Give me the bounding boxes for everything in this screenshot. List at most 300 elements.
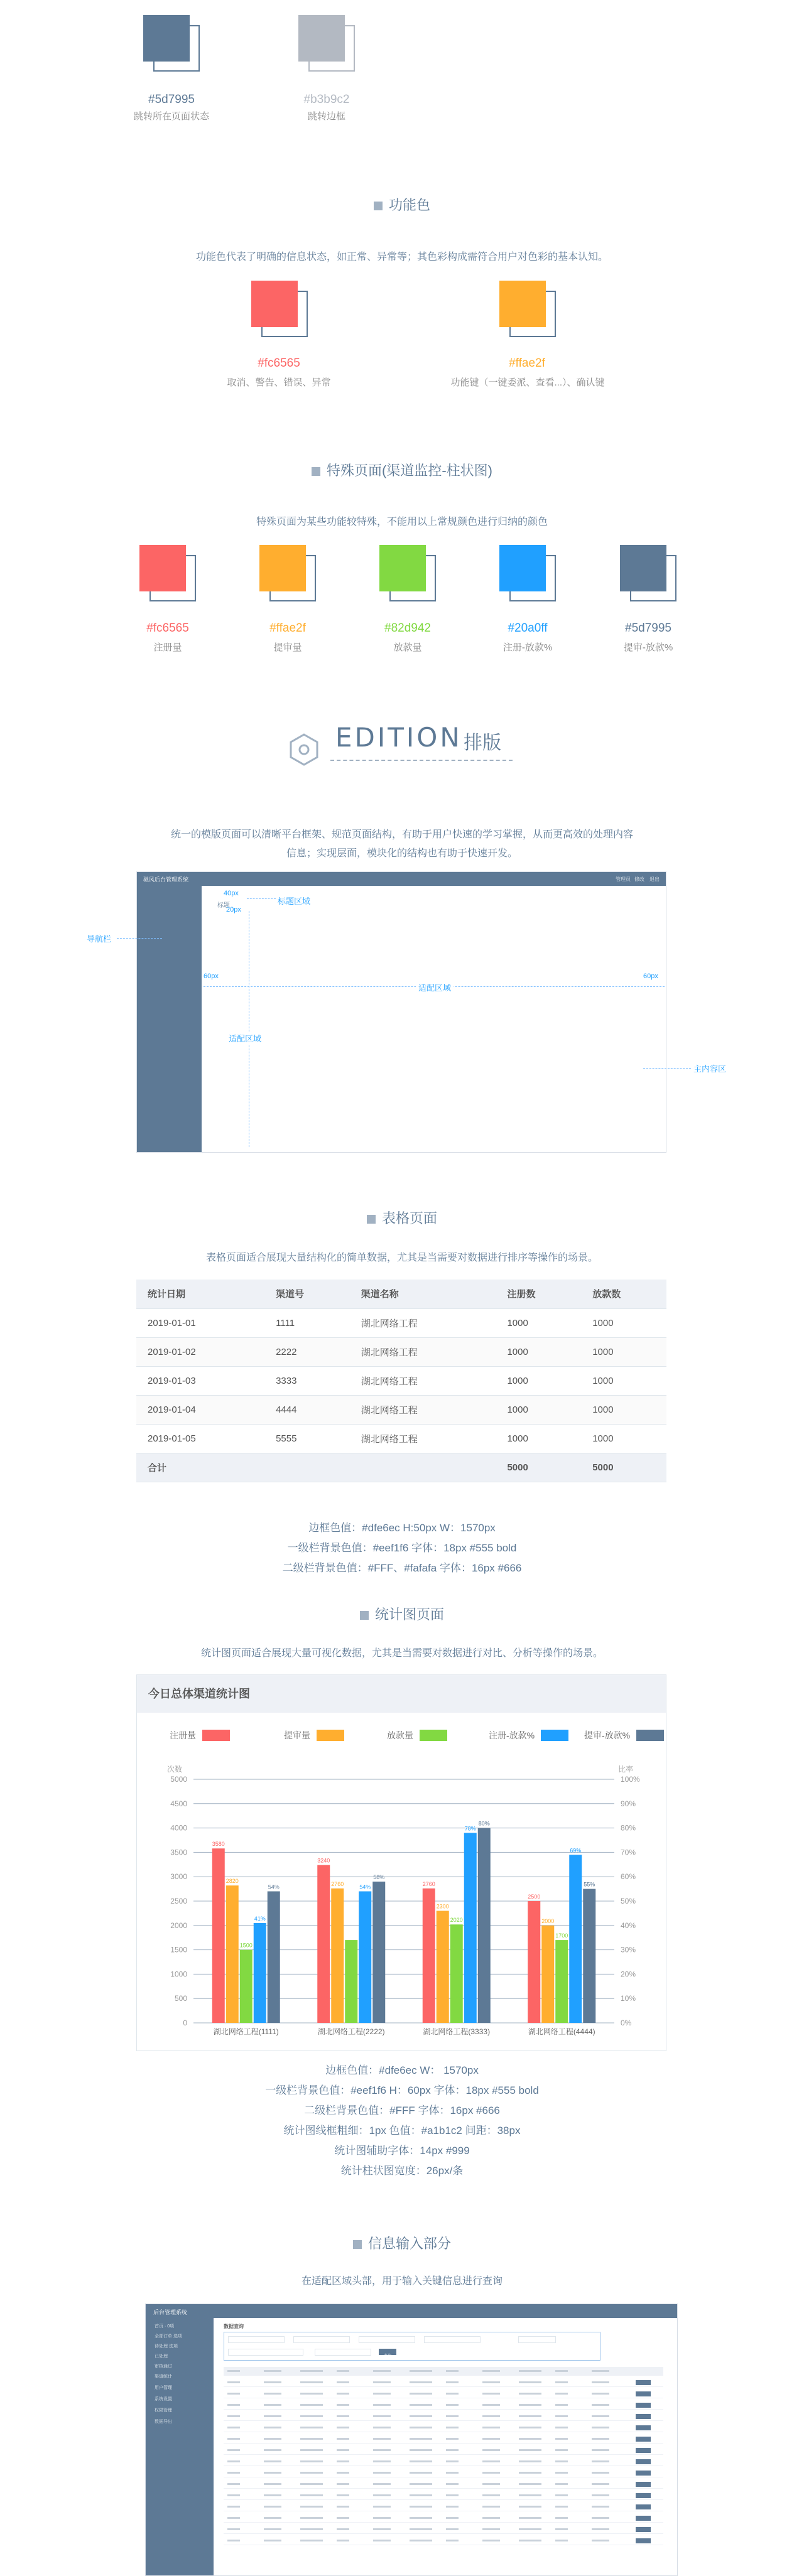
table-cell: 4444 <box>264 1395 350 1424</box>
table-cell: 1000 <box>496 1308 581 1337</box>
table-cell-placeholder <box>555 2438 568 2440</box>
table-cell-placeholder <box>446 2381 459 2383</box>
color-swatch <box>139 545 196 601</box>
table-cell-placeholder <box>519 2460 541 2462</box>
row-action-button[interactable] <box>636 2482 651 2487</box>
layout-topbar <box>137 872 666 886</box>
table-cell-placeholder <box>555 2483 568 2485</box>
table-cell-placeholder <box>337 2415 349 2417</box>
mini-input[interactable] <box>518 2336 556 2343</box>
section-desc: 表格页面适合展现大量结构化的简单数据，尤其是当需要对数据进行排序等操作的场景。 <box>205 1253 598 1263</box>
table-cell-placeholder <box>555 2528 568 2530</box>
table-cell-placeholder <box>519 2393 541 2395</box>
table-cell-placeholder <box>227 2506 240 2508</box>
row-action-button[interactable] <box>636 2425 651 2430</box>
swatch-desc: 功能键（一键委派、查看...）、确认键 <box>450 377 605 388</box>
table-cell-placeholder <box>410 2415 432 2417</box>
layout-adapt-area-vertical: 适配区域 <box>229 1032 261 1044</box>
table-cell-placeholder <box>410 2540 432 2541</box>
y2-tick-label: 50% <box>621 1897 636 1905</box>
table-cell-placeholder <box>555 2460 568 2462</box>
y-tick-label: 1500 <box>170 1945 187 1954</box>
table-cell: 2019-01-02 <box>136 1337 264 1366</box>
column-header[interactable]: 注册数 <box>496 1280 581 1308</box>
table-cell-placeholder <box>519 2415 541 2417</box>
x-tick-label: 湖北网络工程(2222) <box>317 2027 385 2036</box>
y2-tick-label: 90% <box>621 1799 636 1808</box>
section-title-special: 特殊页面(渠道监控-柱状图) <box>0 460 804 480</box>
data-label: 80% <box>478 1820 490 1827</box>
table-cell-placeholder <box>373 2494 391 2496</box>
table-cell-placeholder <box>373 2460 391 2462</box>
table-cell-placeholder <box>482 2506 500 2508</box>
table-cell-placeholder <box>300 2393 323 2395</box>
swatch-hex: #ffae2f <box>269 622 306 635</box>
edition-desc-1: 统一的模版页面可以清晰平台框架、规范页面结构，有助于用户快速的学习掌握，从而更高效的处理内容 <box>170 829 633 840</box>
table-cell-placeholder <box>592 2494 609 2496</box>
table-cell-placeholder <box>264 2528 281 2530</box>
swatch-desc: 放款量 <box>393 642 422 653</box>
table-cell: 5000 <box>581 1453 666 1482</box>
table-row <box>136 1395 666 1424</box>
table-cell: 5555 <box>264 1424 350 1453</box>
table-cell-placeholder <box>227 2540 240 2541</box>
table-cell-placeholder <box>337 2483 349 2485</box>
table-cell-placeholder <box>300 2494 323 2496</box>
column-header[interactable]: 渠道名称 <box>350 1280 496 1308</box>
table-cell: 1000 <box>496 1337 581 1366</box>
row-action-button[interactable] <box>636 2504 651 2509</box>
layout-top-link[interactable]: 修改 <box>634 876 644 882</box>
table-cell-placeholder <box>264 2427 281 2428</box>
color-swatch <box>620 545 676 601</box>
spec-line: 一级栏背景色值：#eef1f6 字体：18px #555 bold <box>287 1542 517 1554</box>
table-cell: 1000 <box>496 1366 581 1395</box>
table-cell: 湖北网络工程 <box>350 1395 496 1424</box>
table-cell-placeholder <box>592 2506 609 2508</box>
legend-item[interactable]: 提审-放款% <box>584 1729 664 1742</box>
table-cell-placeholder <box>519 2472 541 2474</box>
chart-bar <box>437 1911 449 2023</box>
table-cell-placeholder <box>227 2404 240 2406</box>
sidebar-item[interactable]: 用户管理 <box>155 2386 172 2390</box>
column-header[interactable]: 放款数 <box>581 1280 666 1308</box>
table-row <box>136 1308 666 1337</box>
sidebar-item[interactable]: 审核通过 <box>155 2364 172 2369</box>
sidebar-item[interactable]: 已处理 <box>155 2354 168 2359</box>
table-cell-placeholder <box>300 2472 323 2474</box>
mini-app-title: 后台管理系统 <box>153 2309 188 2315</box>
y-tick-label: 2000 <box>170 1921 187 1930</box>
data-label: 2000 <box>541 1917 555 1924</box>
table-cell-placeholder <box>410 2370 432 2372</box>
table-cell-placeholder <box>227 2370 240 2372</box>
edition-title-en: EDITION <box>335 722 462 753</box>
table-cell: 1000 <box>581 1395 666 1424</box>
table-cell-placeholder <box>300 2460 323 2462</box>
table-cell-placeholder <box>410 2460 432 2462</box>
mini-topbar <box>146 2304 678 2318</box>
table-cell-placeholder <box>482 2449 500 2451</box>
chart-bar <box>450 1924 463 2023</box>
table-cell: 湖北网络工程 <box>350 1308 496 1337</box>
table-cell-placeholder <box>373 2404 391 2406</box>
row-action-button[interactable] <box>636 2538 651 2543</box>
table-cell-placeholder <box>446 2540 459 2541</box>
data-label: 55% <box>584 1881 595 1888</box>
row-action-button[interactable] <box>636 2437 651 2442</box>
data-label: 54% <box>268 1883 280 1890</box>
row-action-button[interactable] <box>636 2516 651 2521</box>
table-cell-placeholder <box>555 2494 568 2496</box>
mini-page-title: 数据查询 <box>224 2324 244 2329</box>
table-cell-placeholder <box>592 2472 609 2474</box>
data-label: 2760 <box>331 1880 344 1887</box>
table-cell-placeholder <box>227 2381 240 2383</box>
table-cell: 2019-01-04 <box>136 1395 264 1424</box>
layout-top-link[interactable]: 管理员 <box>616 876 631 882</box>
y-tick-label: 4500 <box>170 1799 187 1808</box>
mini-input[interactable] <box>228 2349 303 2356</box>
table-row <box>224 2469 663 2477</box>
sidebar-item[interactable]: 系统设置 <box>155 2397 172 2401</box>
table-cell-placeholder <box>373 2528 391 2530</box>
table-cell-placeholder <box>373 2438 391 2440</box>
chart-bar <box>240 1950 253 2023</box>
color-swatch <box>499 281 556 337</box>
layout-main-area: 主内容区 <box>693 1064 727 1074</box>
table-cell-placeholder <box>227 2494 240 2496</box>
chart-bar <box>212 1848 225 2023</box>
table-cell-placeholder <box>519 2449 541 2451</box>
row-action-button[interactable] <box>636 2380 651 2385</box>
table-cell-placeholder <box>482 2483 500 2485</box>
table-cell-placeholder <box>446 2506 459 2508</box>
row-action-button[interactable] <box>636 2403 651 2408</box>
table-cell: 1000 <box>581 1308 666 1337</box>
table-cell-placeholder <box>337 2404 349 2406</box>
table-header-row <box>136 1280 666 1308</box>
spec-line: 统计图辅助字体：14px #999 <box>334 2145 470 2157</box>
mini-input[interactable] <box>424 2336 481 2343</box>
table-cell-placeholder <box>300 2404 323 2406</box>
table-cell-placeholder <box>592 2404 609 2406</box>
query-button[interactable]: 查询 <box>379 2349 396 2355</box>
table-cell: 1000 <box>581 1366 666 1395</box>
table-cell-placeholder <box>519 2483 541 2485</box>
table-cell-placeholder <box>482 2438 500 2440</box>
row-action-button[interactable] <box>636 2493 651 2498</box>
chart-bar <box>359 1891 371 2023</box>
table-cell: 1111 <box>264 1308 350 1337</box>
table-cell-placeholder <box>482 2415 500 2417</box>
layout-margin-20: 20px <box>226 906 241 913</box>
y2-tick-label: 40% <box>621 1921 636 1930</box>
data-label: 1700 <box>555 1932 568 1939</box>
table-cell-placeholder <box>446 2415 459 2417</box>
swatch-hex: #fc6565 <box>258 357 300 370</box>
data-label: 2820 <box>225 1878 239 1885</box>
spec-line: 统计图线框粗细：1px 色值：#a1b1c2 间距：38px <box>283 2125 521 2137</box>
swatch-hex: #20a0ff <box>508 622 548 635</box>
table-cell-placeholder <box>592 2540 609 2541</box>
table-cell-placeholder <box>300 2370 323 2372</box>
table-cell-placeholder <box>592 2517 609 2519</box>
table-cell-placeholder <box>519 2404 541 2406</box>
table-row <box>136 1337 666 1366</box>
table-row <box>224 2480 663 2489</box>
table-cell-placeholder <box>264 2404 281 2406</box>
table-cell-placeholder <box>227 2415 240 2417</box>
table-row <box>224 2514 663 2523</box>
swatch-desc: 提审量 <box>273 642 302 653</box>
table-row <box>224 2446 663 2455</box>
table-row <box>224 2367 663 2376</box>
y-tick-label: 3000 <box>170 1872 187 1882</box>
swatch-hex: #ffae2f <box>509 357 545 370</box>
layout-top-link[interactable]: 退出 <box>649 876 660 882</box>
square-icon <box>367 1215 376 1224</box>
layout-app-title: 驰风后台管理系统 <box>143 876 189 883</box>
table-cell-placeholder <box>373 2540 391 2541</box>
table-row <box>224 2401 663 2410</box>
section-desc: 统计图页面适合展现大量可视化数据，尤其是当需要对数据进行对比、分析等操作的场景。 <box>200 1648 603 1659</box>
table-cell-placeholder <box>555 2540 568 2541</box>
table-cell-placeholder <box>446 2427 459 2428</box>
table-cell: 2019-01-01 <box>136 1308 264 1337</box>
table-cell-placeholder <box>337 2381 349 2383</box>
table-cell-placeholder <box>264 2415 281 2417</box>
color-swatch <box>499 545 556 601</box>
table-cell: 2019-01-05 <box>136 1424 264 1453</box>
row-action-button[interactable] <box>636 2391 651 2396</box>
table-cell-placeholder <box>264 2438 281 2440</box>
table-cell-placeholder <box>227 2483 240 2485</box>
chart-bar <box>317 1865 330 2023</box>
swatch-desc: 跳转边框 <box>307 111 345 122</box>
sidebar-item[interactable]: 数据导出 <box>155 2420 172 2424</box>
table-cell-placeholder <box>555 2404 568 2406</box>
mini-app-screenshot <box>145 2304 678 2576</box>
layout-adapt-area: 适配区域 <box>416 981 454 993</box>
legend-item[interactable]: 提审量 <box>284 1729 344 1742</box>
swatch-desc: 跳转所在页面状态 <box>133 111 209 122</box>
chart-bar <box>372 1882 385 2023</box>
table-cell-placeholder <box>555 2449 568 2451</box>
data-label: 3580 <box>212 1841 225 1848</box>
table-cell-placeholder <box>337 2517 349 2519</box>
spec-line: 二级栏背景色值：#FFF 字体：16px #666 <box>304 2104 500 2116</box>
table-cell-placeholder <box>555 2517 568 2519</box>
table-cell-placeholder <box>592 2415 609 2417</box>
legend-item[interactable]: 注册-放款% <box>489 1729 568 1742</box>
table-cell-placeholder <box>592 2449 609 2451</box>
section-desc: 功能色代表了明确的信息状态，如正常、异常等；其色彩构成需符合用户对色彩的基本认知。 <box>195 252 608 262</box>
table-cell-placeholder <box>227 2427 240 2428</box>
swatch-hex: #5d7995 <box>625 622 671 635</box>
row-action-button[interactable] <box>636 2471 651 2476</box>
table-row <box>224 2503 663 2511</box>
table-cell-placeholder <box>446 2370 459 2372</box>
chart-card <box>136 1674 666 2051</box>
legend-item[interactable]: 注册量 <box>170 1729 230 1742</box>
color-swatch <box>298 15 355 72</box>
mini-input[interactable] <box>228 2336 285 2343</box>
table-cell: 1000 <box>496 1424 581 1453</box>
layout-title-mark: 标题 <box>217 902 230 909</box>
edition-title-cn: 排版 <box>464 733 501 753</box>
table-cell-placeholder <box>337 2472 349 2474</box>
layout-margin-60-left: 60px <box>204 973 219 980</box>
table-cell-placeholder <box>227 2449 240 2451</box>
table-cell-placeholder <box>592 2438 609 2440</box>
table-cell-placeholder <box>555 2506 568 2508</box>
data-label: 58% <box>373 1873 385 1880</box>
sidebar-item[interactable]: 权限管理 <box>155 2408 172 2413</box>
table-cell-placeholder <box>300 2506 323 2508</box>
table-cell-placeholder <box>337 2393 349 2395</box>
table-cell-placeholder <box>482 2517 500 2519</box>
data-label: 1500 <box>239 1942 253 1949</box>
table-cell-placeholder <box>446 2494 459 2496</box>
y2-tick-label: 30% <box>621 1945 636 1954</box>
table-row <box>224 2390 663 2398</box>
table-cell-placeholder <box>227 2472 240 2474</box>
chart-bar <box>541 1926 554 2023</box>
table-cell-placeholder <box>592 2427 609 2428</box>
table-cell-placeholder <box>227 2528 240 2530</box>
mini-input[interactable] <box>293 2336 350 2343</box>
table-cell-placeholder <box>446 2393 459 2395</box>
x-tick-label: 湖北网络工程(1111) <box>213 2027 279 2036</box>
table-cell-placeholder <box>482 2404 500 2406</box>
table-cell-placeholder <box>300 2540 323 2541</box>
data-label: 41% <box>254 1915 266 1922</box>
table-cell: 1000 <box>581 1337 666 1366</box>
table-cell-placeholder <box>410 2506 432 2508</box>
table-cell: 合计 <box>136 1453 264 1482</box>
table-cell-placeholder <box>482 2540 500 2541</box>
data-label: 2500 <box>528 1894 541 1900</box>
table-cell-placeholder <box>555 2472 568 2474</box>
row-action-button[interactable] <box>636 2459 651 2464</box>
table-cell-placeholder <box>337 2494 349 2496</box>
table-total-row <box>136 1453 666 1482</box>
spec-line: 边框色值：#dfe6ec W： 1570px <box>325 2064 479 2076</box>
sidebar-item[interactable]: 待处理 选项 <box>155 2344 178 2349</box>
y-tick-label: 5000 <box>170 1775 187 1784</box>
swatch-desc: 注册-放款% <box>503 642 553 653</box>
table-cell-placeholder <box>519 2494 541 2496</box>
sidebar-item[interactable]: 渠道统计 <box>155 2374 172 2379</box>
row-action-button[interactable] <box>636 2448 651 2453</box>
y-tick-label: 3500 <box>170 1848 187 1857</box>
table-cell: 湖北网络工程 <box>350 1424 496 1453</box>
table-cell-placeholder <box>519 2438 541 2440</box>
square-icon <box>353 2240 362 2249</box>
table-cell: 1000 <box>496 1395 581 1424</box>
table-cell-placeholder <box>264 2472 281 2474</box>
layout-nav-label: 导航栏 <box>87 934 112 944</box>
data-label: 54% <box>359 1883 371 1890</box>
table-cell-placeholder <box>264 2449 281 2451</box>
table-cell-placeholder <box>555 2393 568 2395</box>
square-icon <box>374 202 383 210</box>
legend-item[interactable]: 放款量 <box>387 1729 447 1742</box>
y2-tick-label: 20% <box>621 1970 636 1979</box>
table-cell-placeholder <box>519 2540 541 2541</box>
sidebar-item[interactable]: 首页 · 0项 <box>155 2324 175 2329</box>
row-action-button[interactable] <box>636 2527 651 2532</box>
table-cell: 湖北网络工程 <box>350 1366 496 1395</box>
swatch-hex: #b3b9c2 <box>303 93 350 106</box>
y-tick-label: 500 <box>174 1994 187 2003</box>
y-tick-label: 0 <box>183 2018 187 2027</box>
data-label: 69% <box>570 1847 582 1854</box>
layout-diagram <box>136 871 666 1153</box>
table-cell-placeholder <box>482 2472 500 2474</box>
table-cell-placeholder <box>264 2540 281 2541</box>
table-cell-placeholder <box>264 2506 281 2508</box>
table-cell-placeholder <box>227 2460 240 2462</box>
color-swatch <box>379 545 436 601</box>
mini-input[interactable] <box>315 2349 371 2356</box>
x-tick-label: 湖北网络工程(3333) <box>423 2027 491 2036</box>
y2-tick-label: 70% <box>621 1848 636 1857</box>
table-cell-placeholder <box>446 2528 459 2530</box>
y2-tick-label: 100% <box>621 1775 640 1784</box>
data-label: 78% <box>464 1825 476 1832</box>
table-cell: 2019-01-03 <box>136 1366 264 1395</box>
table-cell-placeholder <box>300 2381 323 2383</box>
table-cell-placeholder <box>410 2393 432 2395</box>
column-header[interactable]: 统计日期 <box>136 1280 264 1308</box>
table-cell-placeholder <box>446 2517 459 2519</box>
sidebar-item[interactable]: 全部订单 选项 <box>155 2334 182 2339</box>
table-cell-placeholder <box>264 2483 281 2485</box>
data-label: 2300 <box>436 1903 449 1910</box>
table-cell-placeholder <box>337 2506 349 2508</box>
y2-tick-label: 60% <box>621 1872 636 1882</box>
table-cell-placeholder <box>519 2506 541 2508</box>
table-row <box>224 2491 663 2500</box>
table-cell-placeholder <box>373 2506 391 2508</box>
table-row <box>136 1424 666 1453</box>
table-cell-placeholder <box>410 2517 432 2519</box>
color-swatch <box>259 545 316 601</box>
table-cell-placeholder <box>373 2381 391 2383</box>
column-header[interactable]: 渠道号 <box>264 1280 350 1308</box>
table-cell-placeholder <box>373 2472 391 2474</box>
table-cell-placeholder <box>337 2370 349 2372</box>
table-cell: 2222 <box>264 1337 350 1366</box>
mini-input[interactable] <box>359 2336 415 2343</box>
section-desc: 在适配区域头部，用于输入关键信息进行查询 <box>301 2276 503 2287</box>
mini-sidebar <box>146 2318 214 2576</box>
y2-tick-label: 80% <box>621 1823 636 1833</box>
chart-bar <box>345 1940 357 2023</box>
color-swatch <box>143 15 200 72</box>
table-cell-placeholder <box>482 2427 500 2428</box>
row-action-button[interactable] <box>636 2414 651 2419</box>
table-cell-placeholder <box>482 2460 500 2462</box>
swatch-desc: 提审-放款% <box>623 642 673 653</box>
chart-bar <box>583 1889 595 2023</box>
chart-bar <box>254 1923 266 2023</box>
table-cell-placeholder <box>410 2438 432 2440</box>
table-cell-placeholder <box>337 2449 349 2451</box>
spec-line: 统计柱状图宽度：26px/条 <box>340 2165 464 2177</box>
